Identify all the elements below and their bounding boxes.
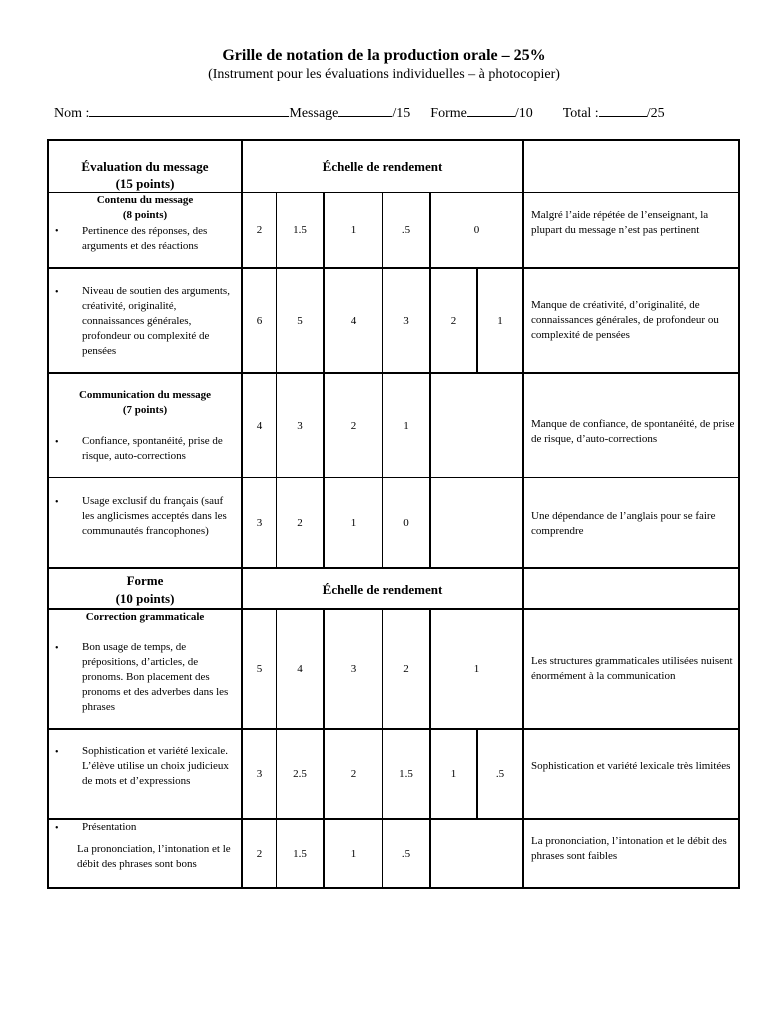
communication-title: Communication du message — [78, 389, 211, 401]
descriptor-usage: Une dépendance de l’anglais pour se faire comprendre — [531, 510, 716, 537]
bullet: • — [55, 226, 59, 237]
nom-label: Nom : — [54, 106, 90, 121]
message-label: Message — [289, 106, 339, 121]
score-cell[interactable]: 1 — [497, 314, 503, 327]
forme-total: /10 — [514, 106, 533, 121]
criterion-soutien: Niveau de soutien des arguments, créativité, originalité, connaissances générales, profondeur ou complexité de pensées — [82, 285, 230, 357]
forme-blank[interactable] — [467, 103, 515, 117]
descriptor-lexique: Sophistication et variété lexicale très limitées — [531, 760, 731, 772]
score-cell[interactable]: .5 — [401, 224, 411, 236]
bullet: • — [55, 747, 59, 758]
section-message-title: Évaluation du message — [81, 159, 209, 174]
message-total: /15 — [392, 106, 411, 121]
communication-points: (7 points) — [122, 404, 168, 416]
page-subtitle: (Instrument pour les évaluations individuelles – à photocopier) — [208, 67, 560, 82]
score-cell[interactable]: 2 — [350, 768, 357, 780]
rubric-table — [47, 139, 740, 889]
score-cell[interactable]: 2 — [450, 314, 457, 327]
score-cell[interactable]: 4 — [350, 314, 357, 327]
correction-title: Correction grammaticale — [85, 611, 205, 623]
score-cell[interactable]: .5 — [495, 768, 505, 780]
score-fields — [54, 103, 665, 122]
score-cell[interactable]: 1.5 — [293, 224, 307, 236]
total-label: Total : — [562, 106, 599, 121]
criterion-usage: Usage exclusif du français (sauf les anglicismes acceptés dans les communautés francophones) — [82, 495, 227, 537]
score-cell[interactable]: 2 — [350, 419, 357, 432]
bullet: • — [55, 287, 59, 298]
criterion-presentation: La prononciation, l’intonation et le débit des phrases sont bons — [77, 843, 231, 870]
total-blank[interactable] — [599, 103, 647, 117]
forme-label: Forme — [430, 106, 467, 121]
score-cell[interactable]: 3 — [403, 314, 409, 327]
section-message-points: (15 points) — [115, 176, 175, 191]
score-cell[interactable]: 4 — [297, 663, 303, 675]
score-cell[interactable]: 1 — [473, 663, 480, 675]
criterion-confiance: Confiance, spontanéité, prise de risque, auto-corrections — [82, 435, 223, 462]
score-cell[interactable]: 2 — [256, 224, 263, 236]
bullet: • — [55, 437, 59, 448]
score-cell[interactable]: 6 — [256, 314, 263, 327]
score-cell[interactable]: 5 — [256, 663, 263, 675]
score-cell[interactable]: 3 — [256, 516, 263, 529]
score-cell[interactable]: 1 — [350, 847, 357, 860]
contenu-points: (8 points) — [122, 209, 168, 221]
score-cell[interactable]: 1.5 — [293, 847, 307, 860]
page-title: Grille de notation de la production orale – 25% — [222, 47, 546, 64]
scale-header-1: Échelle de rendement — [322, 159, 443, 174]
criterion-grammaire: Bon usage de temps, de prépositions, d’articles, de pronoms. Bon placement des pronoms et des adverbes dans les phrases — [82, 641, 229, 713]
score-cell[interactable]: 2 — [256, 847, 263, 860]
message-blank[interactable] — [338, 103, 392, 117]
bullet: • — [55, 497, 59, 508]
score-cell[interactable]: .5 — [401, 847, 411, 860]
contenu-title: Contenu du message — [96, 194, 194, 206]
criterion-lexique: Sophistication et variété lexicale. L’élève utilise un choix judicieux de mots et d’expressions — [82, 745, 229, 787]
score-cell[interactable]: 1 — [350, 516, 357, 529]
descriptor-pertinence: Malgré l’aide répétée de l’enseignant, la plupart du message n’est pas pertinent — [531, 209, 709, 236]
bullet: • — [55, 823, 59, 834]
score-cell[interactable]: 1 — [350, 224, 357, 236]
descriptor-presentation: La prononciation, l’intonation et le débit des phrases sont faibles — [531, 835, 727, 862]
score-cell[interactable]: 1.5 — [399, 768, 413, 780]
score-cell[interactable]: 2 — [297, 516, 303, 529]
presentation-title: Présentation — [82, 821, 137, 833]
score-cell[interactable]: 5 — [297, 314, 303, 327]
score-cell[interactable]: 0 — [403, 516, 409, 529]
score-cell[interactable]: 2.5 — [293, 768, 307, 780]
score-cell[interactable]: 1 — [450, 768, 457, 780]
score-cell[interactable]: 2 — [403, 663, 409, 675]
score-cell[interactable]: 3 — [350, 663, 357, 675]
score-cell[interactable]: 3 — [297, 419, 303, 432]
total-total: /25 — [646, 106, 665, 121]
descriptor-confiance: Manque de confiance, de spontanéité, de prise de risque, d’auto-corrections — [531, 418, 735, 445]
score-cell[interactable]: 4 — [256, 419, 263, 432]
section-forme-points: (10 points) — [115, 591, 175, 606]
descriptor-soutien: Manque de créativité, d’originalité, de connaissances générales, de profondeur ou complexité de pensées — [531, 299, 719, 341]
section-forme-title: Forme — [126, 573, 164, 588]
score-cell[interactable]: 1 — [403, 419, 409, 432]
criterion-pertinence: Pertinence des réponses, des arguments et des réactions — [82, 225, 208, 252]
score-cell[interactable]: 0 — [473, 224, 480, 236]
nom-blank[interactable] — [89, 103, 289, 117]
scale-header-2: Échelle de rendement — [322, 582, 443, 597]
bullet: • — [55, 643, 59, 654]
score-cell[interactable]: 3 — [256, 768, 263, 780]
descriptor-grammaire: Les structures grammaticales utilisées nuisent énormément à la communication — [531, 655, 733, 682]
